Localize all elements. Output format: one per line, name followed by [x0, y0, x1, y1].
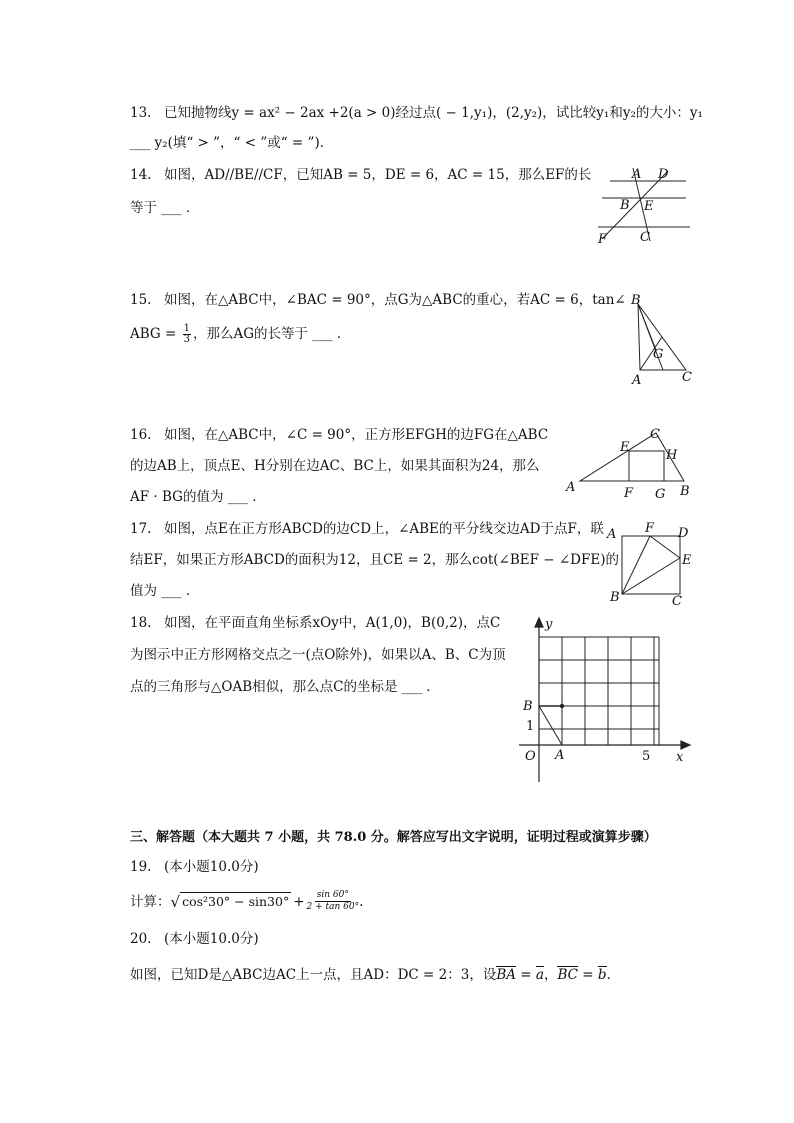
- q20-vec-ba: BA: [496, 967, 517, 983]
- q17-label-c: C: [672, 594, 682, 609]
- q16-label-c: C: [650, 427, 660, 442]
- q16-line2: 的边AB上，顶点E、H分别在边AC、BC上，如果其面积为24，那么: [130, 458, 540, 474]
- q17-line3: 值为 ___ ．: [130, 583, 200, 599]
- q17-line2: 结EF，如果正方形ABCD的面积为12，且CE = 2，那么cot(∠BEF − ∠DFE)的: [130, 552, 619, 568]
- q15-line1: [130, 291, 626, 309]
- q16-label-b: B: [680, 484, 690, 499]
- q16-label-h: H: [666, 448, 678, 463]
- q20-text: 如图，已知D是△ABC边AC上一点，且AD：DC = 2：3，设: [130, 967, 497, 983]
- q18-label-y: y: [545, 617, 553, 632]
- q19-formula: [130, 890, 363, 913]
- q17-number: 17.: [130, 521, 152, 537]
- q17-label-f: F: [645, 521, 655, 536]
- q15-line2: [130, 324, 350, 345]
- q18-label-o: O: [525, 749, 536, 764]
- q15-label-g: G: [653, 347, 664, 362]
- q16-label-e: E: [620, 440, 630, 455]
- q20-vec-b: b: [597, 967, 607, 983]
- q17-label-a: A: [607, 527, 617, 542]
- q16-text1: 如图，在△ABC中，∠C = 90°，正方形EFGH的边FG在△ABC: [164, 427, 549, 443]
- q15-number: 15.: [130, 292, 152, 308]
- q18-point: [560, 704, 564, 708]
- q17-text1: 如图，点E在正方形ABCD的边CD上，∠ABE的平分线交边AD于点F，联: [164, 521, 604, 537]
- q15-text2-prefix: ABG =: [130, 326, 177, 342]
- q14-figure: [590, 163, 700, 248]
- q16-label-f: F: [624, 486, 634, 501]
- q16-number: 16.: [130, 427, 152, 443]
- q18-axes: [519, 618, 690, 782]
- q15-text1: 如图，在△ABC中，∠BAC = 90°，点G为△ABC的重心，若AC = 6，tan∠: [164, 292, 626, 308]
- q20-line: 如图，已知D是△ABC边AC上一点，且AD：DC = 2：3，设BA = a，BC = b．: [130, 967, 621, 983]
- q13-line2: ___ y₂(填“ > ”，“ < ”或“ = ”)．: [130, 135, 334, 151]
- q18-label-a: A: [555, 748, 565, 763]
- q15-label-b: B: [631, 293, 641, 308]
- q18-number: 18.: [130, 615, 152, 631]
- q19-header: [130, 858, 259, 876]
- q18-label-1: 1: [526, 719, 535, 734]
- q16-line3: AF · BG的值为 ___ ．: [130, 489, 266, 505]
- q15-label-c: C: [682, 370, 692, 385]
- q17-label-e: E: [682, 553, 692, 568]
- q19-fraction: [307, 890, 360, 913]
- q20-vec-a: a: [535, 967, 544, 983]
- q18-line1: [130, 614, 500, 632]
- q19-calc-prefix: 计算：: [130, 893, 171, 910]
- q18-line3: 点的三角形与△OAB相似，那么点C的坐标是 ___ ．: [130, 679, 440, 695]
- q14-label-c: C: [640, 230, 650, 245]
- q14-line1: [130, 166, 591, 184]
- q14-text1: 如图，AD//BE//CF，已知AB = 5，DE = 6，AC = 15，那么EF的长: [164, 167, 592, 183]
- q14-label-b: B: [620, 198, 630, 213]
- q14-label-f: F: [598, 232, 608, 247]
- q20-header: [130, 930, 259, 948]
- q18-line2: 为图示中正方形网格交点之一(点O除外)，如果以A、B、C为顶: [130, 647, 506, 663]
- q14-label-d: D: [658, 167, 669, 182]
- q13-number: 13.: [130, 105, 152, 121]
- q17-label-d: D: [678, 526, 689, 541]
- q20-comma: ，: [543, 967, 558, 983]
- q14-label-e: E: [644, 199, 654, 214]
- q20-end: ．: [606, 967, 621, 983]
- q19-end: .: [359, 893, 364, 910]
- q19-plus: +: [293, 893, 305, 910]
- q18-grid: [539, 637, 659, 745]
- q14-line2: 等于 ___ ．: [130, 200, 200, 216]
- q19-score: (本小题10.0分): [164, 859, 259, 875]
- q15-figure: [626, 290, 706, 390]
- q18-text1: 如图，在平面直角坐标系xOy中，A(1,0)，B(0,2)，点C: [164, 615, 501, 631]
- q17-line1: [130, 520, 604, 538]
- q13-text1: 已知抛物线y = ax² − 2ax +2(a > 0)经过点( − 1,y₁)，(2,y₂)，试比较y₁和y₂的大小：y₁: [164, 105, 703, 121]
- q15-frac-num: 1: [183, 323, 190, 334]
- q14-label-a: A: [632, 167, 642, 182]
- q17-label-b: B: [610, 590, 620, 605]
- q15-frac-den: 3: [183, 334, 190, 345]
- q20-number: 20.: [130, 931, 152, 947]
- q15-text2-suffix: ，那么AG的长等于 ___ ．: [192, 326, 351, 342]
- q18-label-x: x: [676, 750, 684, 765]
- q19-frac-den: 2 + tan 60°: [306, 902, 360, 912]
- q19-number: 19.: [130, 859, 152, 875]
- q19-frac-num: sin 60°: [316, 890, 349, 900]
- q16-label-a: A: [566, 480, 576, 495]
- q14-number: 14.: [130, 167, 152, 183]
- q17-figure: [602, 520, 702, 610]
- q18-figure: [515, 612, 695, 787]
- q18-label-b: B: [523, 699, 533, 714]
- q15-label-a: A: [632, 373, 642, 388]
- q20-vec-bc: BC: [557, 967, 578, 983]
- q19-radicand: cos²30° − sin30°: [182, 894, 290, 909]
- q16-label-g: G: [655, 487, 666, 502]
- q16-figure: [560, 425, 700, 505]
- q18-label-5: 5: [642, 749, 651, 764]
- section3-heading: 三、解答题（本大题共 7 小题，共 78.0 分。解答应写出文字说明，证明过程或演算步骤）: [130, 830, 657, 845]
- q20-score: (本小题10.0分): [164, 931, 259, 947]
- q16-line1: [130, 426, 548, 444]
- sqrt-sign-icon: √: [170, 892, 181, 911]
- q13-line1: [130, 104, 703, 122]
- q15-fraction: [183, 324, 191, 345]
